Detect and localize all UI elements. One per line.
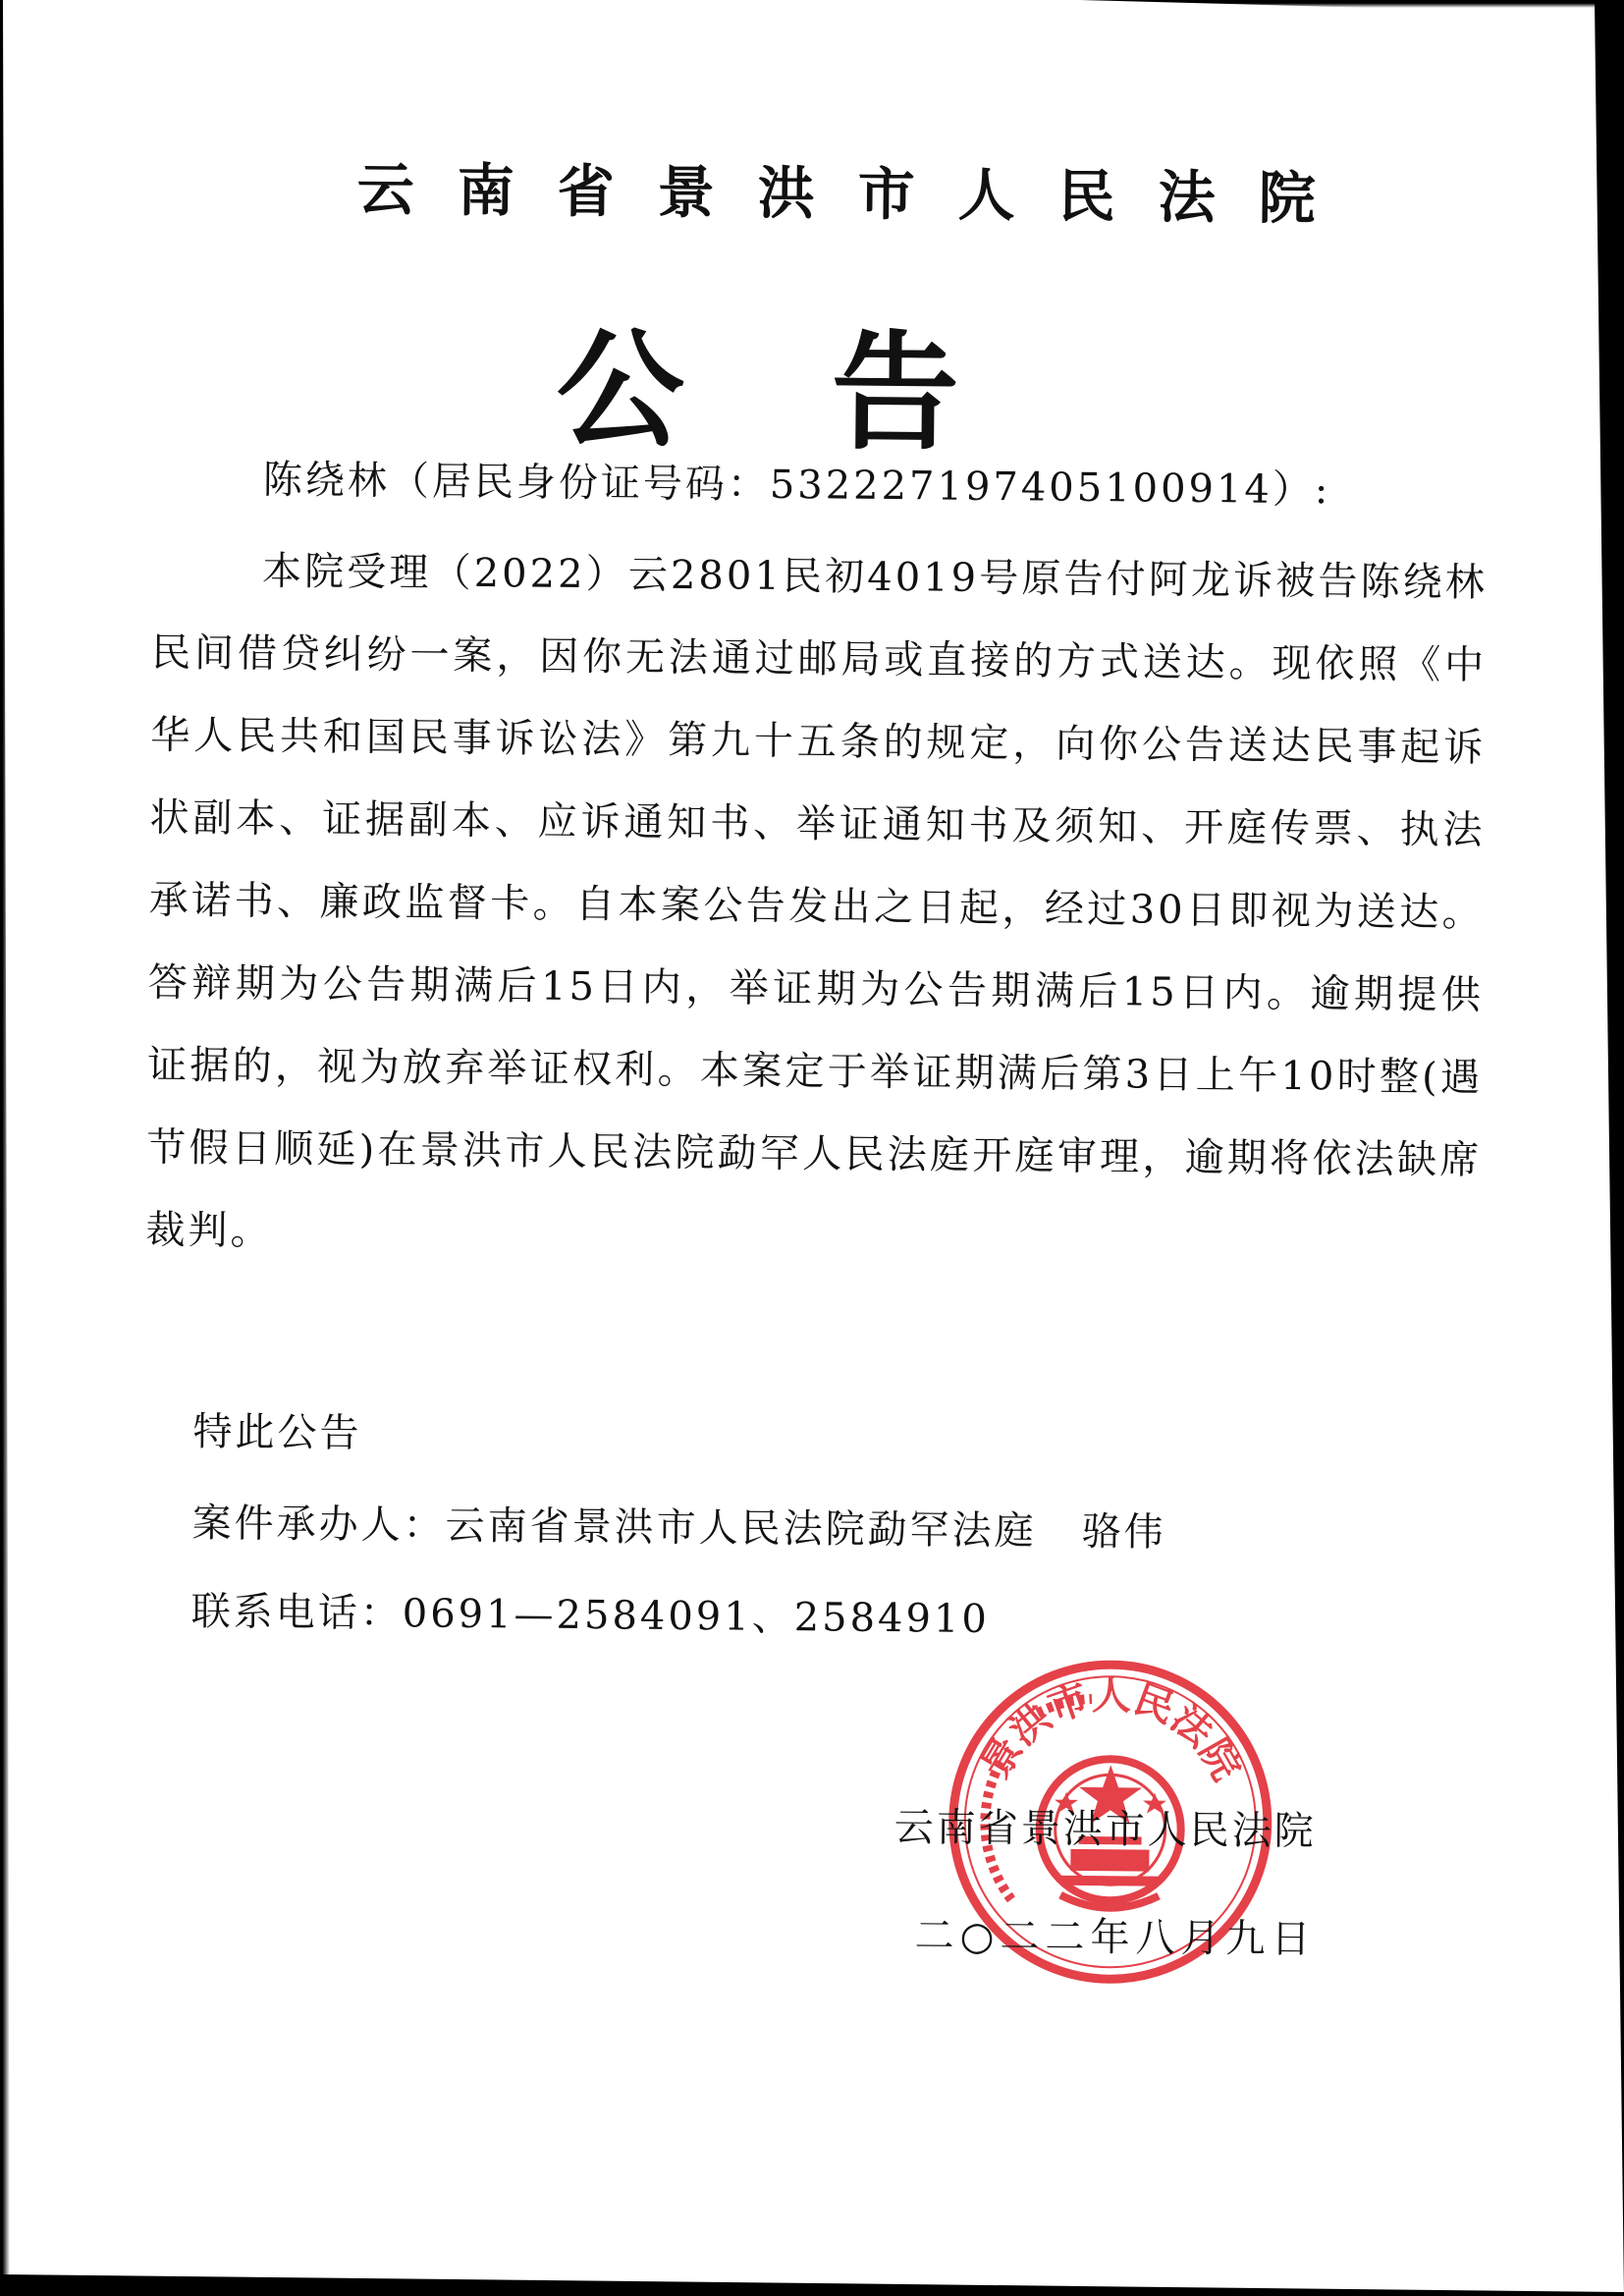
case-handler-unit: 云南省景洪市人民法院勐罕法庭 bbox=[445, 1503, 1037, 1555]
closing-phrase: 特此公告 bbox=[192, 1409, 362, 1456]
court-name-heading: 云南省景洪市人民法院 bbox=[356, 155, 1359, 233]
case-handler-name: 骆伟 bbox=[1081, 1508, 1166, 1556]
case-handler-line bbox=[191, 1492, 1166, 1558]
notice-body: 本院受理（2022）云2801民初4019号原告付阿龙诉被告陈绕林民间借贷纠纷一案，因你无法通过邮局或直接的方式送达。现依照《中华人民共和国民事诉讼法》第九十五条的规定，向你公告送达民事起诉状副本、证据副本、应诉通知书、举证通知书及须知、开庭传票、执法承诺书、廉政监督卡。自本案公告发出之日起，经过30日即视为送达。答辩期为公告期满后15日内，举证期为公告期满后15日内。逾期提供证据的，视为放弃举证权利。本案定于举证期满后第3日上午10时整(遇节假日顺延)在景洪市人民法院勐罕人民法庭开庭审理，逾期将依法缺席裁判。 bbox=[145, 548, 1489, 1254]
addressee-line: 陈绕林（居民身份证号码：532227197405100914）: bbox=[262, 457, 1331, 514]
seal-chinese-text: 景洪市人民法院 bbox=[971, 1672, 1250, 1788]
contact-phone-line bbox=[191, 1580, 991, 1644]
contact-phone-numbers: 0691—2584091、2584910 bbox=[402, 1591, 991, 1643]
signature-court-name: 云南省景洪市人民法院 bbox=[893, 1805, 1317, 1855]
signature-date: 二○二二年八月九日 bbox=[914, 1913, 1317, 1963]
notice-title: 公告 bbox=[556, 314, 1108, 470]
contact-phone-label: 联系电话： bbox=[190, 1589, 403, 1637]
case-handler-label: 案件承办人： bbox=[191, 1501, 446, 1549]
